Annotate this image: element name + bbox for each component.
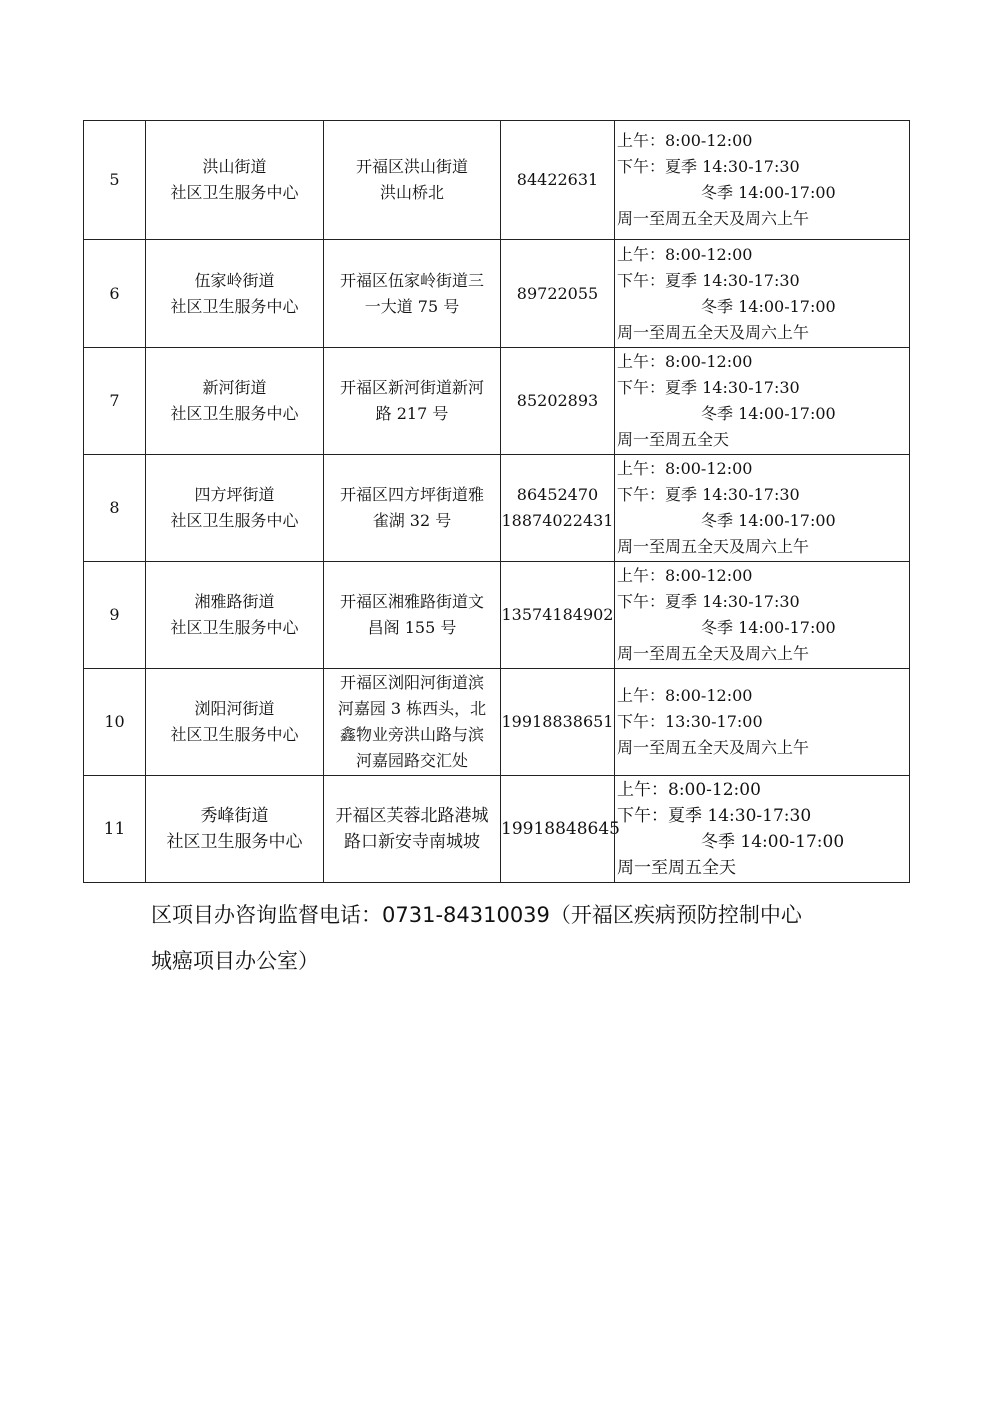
table-row bbox=[84, 562, 910, 669]
row-number: 10 bbox=[84, 669, 146, 776]
center-phone: 86452470 18874022431 bbox=[501, 455, 615, 562]
row-number: 6 bbox=[84, 240, 146, 348]
center-address: 开福区浏阳河街道滨 河嘉园 3 栋西头，北 鑫物业旁洪山路与滨 河嘉园路交汇处 bbox=[324, 669, 501, 776]
row-number: 7 bbox=[84, 348, 146, 455]
table-row bbox=[84, 669, 910, 776]
table-row bbox=[84, 348, 910, 455]
center-hours: 上午：8:00-12:00 下午：夏季 14:30-17:30 冬季 14:00-17:00 周一至周五全天及周六上午 bbox=[615, 121, 910, 240]
center-hours: 上午：8:00-12:00 下午：夏季 14:30-17:30 冬季 14:00-17:00 周一至周五全天 bbox=[615, 776, 910, 883]
center-address: 开福区伍家岭街道三 一大道 75 号 bbox=[324, 240, 501, 348]
consultation-line-1: 区项目办咨询监督电话：0731-84310039（开福区疾病预防控制中心 bbox=[151, 903, 802, 927]
center-hours: 上午：8:00-12:00 下午：夏季 14:30-17:30 冬季 14:00-17:00 周一至周五全天 bbox=[615, 348, 910, 455]
table-row bbox=[84, 776, 910, 883]
row-number: 8 bbox=[84, 455, 146, 562]
center-phone: 13574184902 bbox=[501, 562, 615, 669]
table-row bbox=[84, 455, 910, 562]
center-name: 洪山街道 社区卫生服务中心 bbox=[146, 121, 324, 240]
center-address: 开福区新河街道新河 路 217 号 bbox=[324, 348, 501, 455]
center-address: 开福区洪山街道 洪山桥北 bbox=[324, 121, 501, 240]
center-address: 开福区四方坪街道雅 雀湖 32 号 bbox=[324, 455, 501, 562]
center-name: 新河街道 社区卫生服务中心 bbox=[146, 348, 324, 455]
center-address: 开福区湘雅路街道文 昌阁 155 号 bbox=[324, 562, 501, 669]
consultation-note bbox=[151, 892, 871, 984]
table-row bbox=[84, 240, 910, 348]
consultation-line-2: 城癌项目办公室） bbox=[151, 949, 319, 973]
center-phone: 19918838651 bbox=[501, 669, 615, 776]
center-hours: 上午：8:00-12:00 下午：夏季 14:30-17:30 冬季 14:00-17:00 周一至周五全天及周六上午 bbox=[615, 562, 910, 669]
center-name: 伍家岭街道 社区卫生服务中心 bbox=[146, 240, 324, 348]
center-phone: 19918848645 bbox=[501, 776, 615, 883]
center-name: 四方坪街道 社区卫生服务中心 bbox=[146, 455, 324, 562]
center-hours: 上午：8:00-12:00 下午：夏季 14:30-17:30 冬季 14:00-17:00 周一至周五全天及周六上午 bbox=[615, 455, 910, 562]
center-hours: 上午：8:00-12:00 下午：13:30-17:00 周一至周五全天及周六上午 bbox=[615, 669, 910, 776]
row-number: 5 bbox=[84, 121, 146, 240]
center-address: 开福区芙蓉北路港城 路口新安寺南城坡 bbox=[324, 776, 501, 883]
center-phone: 85202893 bbox=[501, 348, 615, 455]
center-phone: 84422631 bbox=[501, 121, 615, 240]
center-name: 浏阳河街道 社区卫生服务中心 bbox=[146, 669, 324, 776]
center-phone: 89722055 bbox=[501, 240, 615, 348]
row-number: 11 bbox=[84, 776, 146, 883]
table-row bbox=[84, 121, 910, 240]
center-name: 湘雅路街道 社区卫生服务中心 bbox=[146, 562, 324, 669]
clinic-table bbox=[83, 120, 910, 883]
row-number: 9 bbox=[84, 562, 146, 669]
center-name: 秀峰街道 社区卫生服务中心 bbox=[146, 776, 324, 883]
center-hours: 上午：8:00-12:00 下午：夏季 14:30-17:30 冬季 14:00-17:00 周一至周五全天及周六上午 bbox=[615, 240, 910, 348]
